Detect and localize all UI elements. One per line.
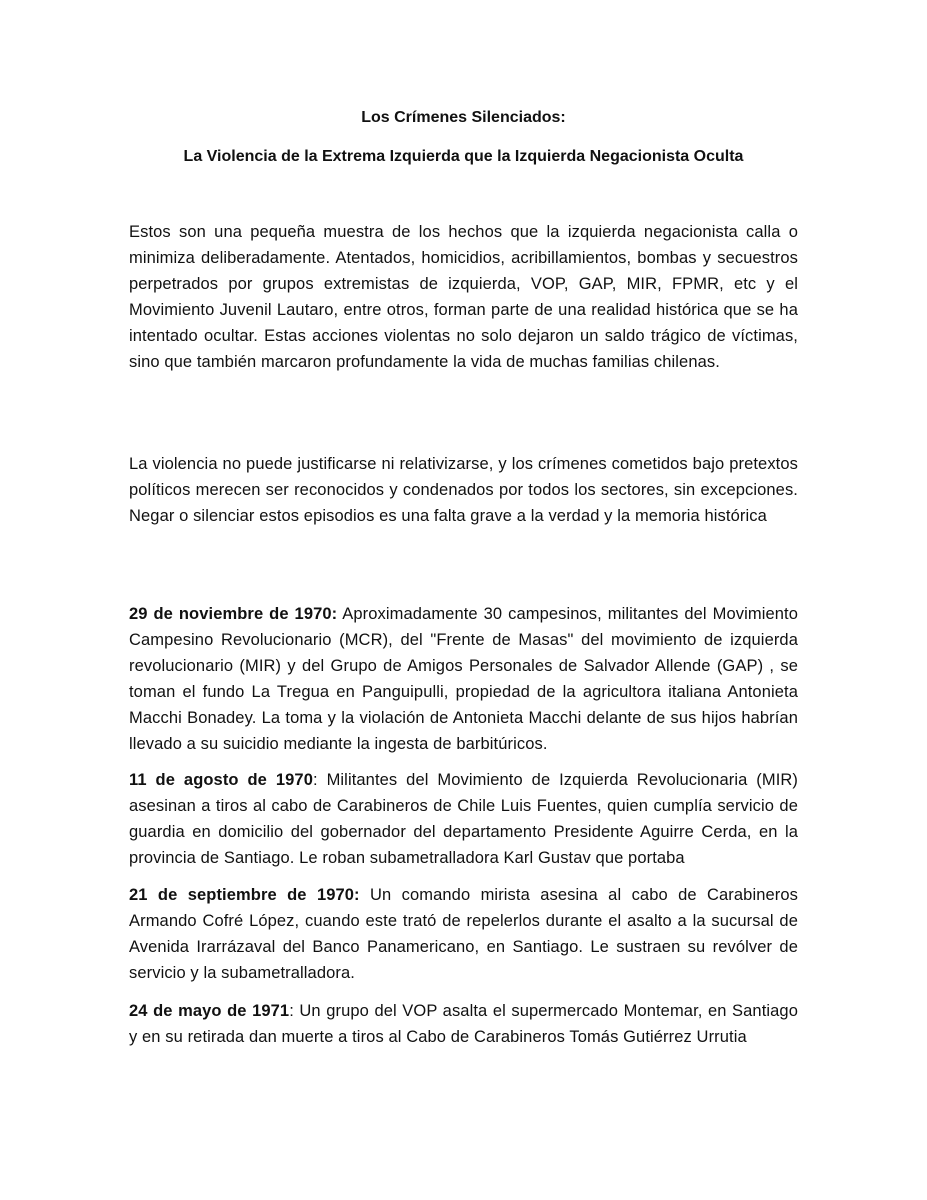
event-text: : Militantes del Movimiento de Izquierda Revolucionaria (MIR) asesinan a tiros al cabo de Carabineros de Chile Luis Fuentes, quien cumplía servicio de guardia en domicilio del gobernador del departamento Presidente Aguirre Cerda, en la provincia de Santiago. Le roban subametralladora Karl Gustav que portaba: [129, 771, 798, 867]
event-date: 29 de noviembre de 1970:: [129, 605, 338, 623]
event-item: [129, 998, 798, 1050]
event-date: 24 de mayo de 1971: [129, 1002, 290, 1020]
event-item: [129, 601, 798, 757]
intro-paragraph: Estos son una pequeña muestra de los hechos que la izquierda negacionista calla o minimiza deliberadamente. Atentados, homicidios, acribillamientos, bombas y secuestros perpetrados por grupos extremistas de izquierda, VOP, GAP, MIR, FPMR, etc y el Movimiento Juvenil Lautaro, entre otros, forman parte de una realidad histórica que se ha intentado ocultar. Estas acciones violentas no solo dejaron un saldo trágico de víctimas, sino que también marcaron profundamente la vida de muchas familias chilenas.: [129, 223, 798, 371]
event-text: : Un grupo del VOP asalta el supermercado Montemar, en Santiago y en su retirada dan muerte a tiros al Cabo de Carabineros Tomás Gutiérrez Urrutia: [129, 1002, 798, 1046]
violence-paragraph: La violencia no puede justificarse ni relativizarse, y los crímenes cometidos bajo pretextos políticos merecen ser reconocidos y condenados por todos los sectores, sin excepciones. Negar o silenciar estos episodios es una falta grave a la verdad y la memoria histórica: [129, 455, 798, 525]
event-item: [129, 767, 798, 871]
document-subtitle: La Violencia de la Extrema Izquierda que la Izquierda Negacionista Oculta: [183, 148, 744, 165]
event-text: Un comando mirista asesina al cabo de Carabineros Armando Cofré López, cuando este trató de repelerlos durante el asalto a la sucursal de Avenida Irarrázaval del Banco Panamericano, en Santiago. Le sustraen su revólver de servicio y la subametralladora.: [129, 886, 798, 982]
document-title: Los Crímenes Silenciados:: [361, 109, 566, 126]
event-date: 11 de agosto de 1970: [129, 771, 313, 789]
event-text: Aproximadamente 30 campesinos, militantes del Movimiento Campesino Revolucionario (MCR), del "Frente de Masas" del movimiento de izquierda revolucionario (MIR) y del Grupo de Amigos Personales de Salvador Allende (GAP) , se toman el fundo La Tregua en Panguipulli, propiedad de la agricultora italiana Antonieta Macchi Bonadey. La toma y la violación de Antonieta Macchi delante de sus hijos habrían llevado a su suicidio mediante la ingesta de barbitúricos.: [129, 605, 798, 753]
event-item: [129, 882, 798, 986]
event-date: 21 de septiembre de 1970:: [129, 886, 360, 904]
